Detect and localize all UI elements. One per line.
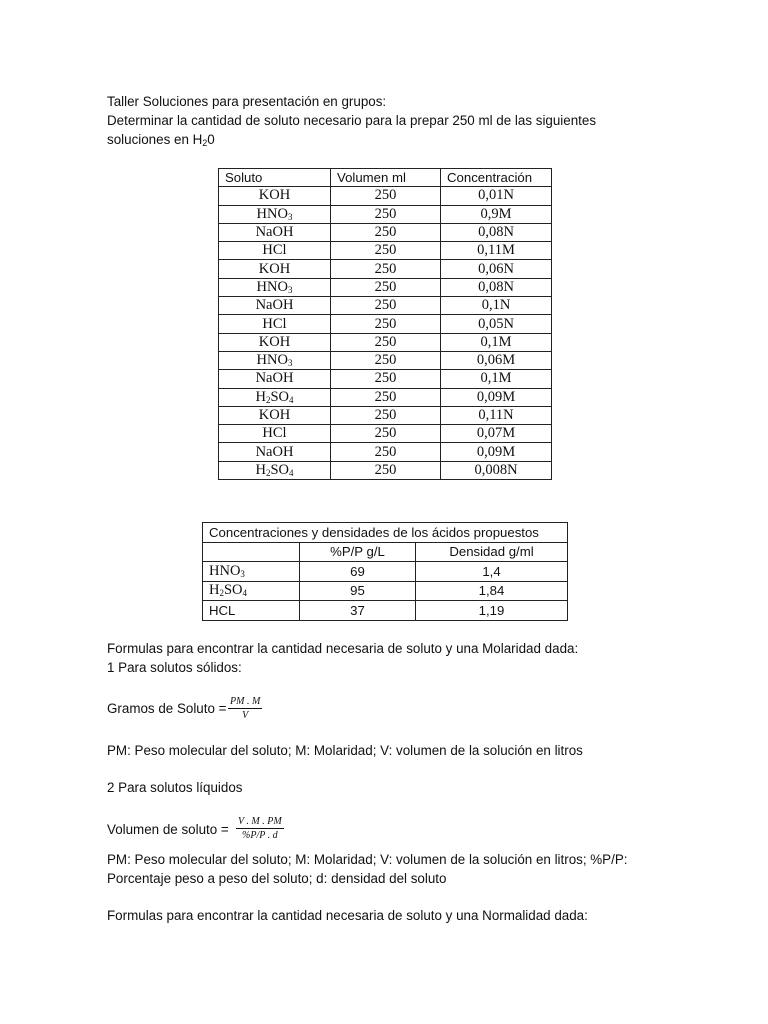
- soluto-subscript: 3: [287, 284, 293, 295]
- header-volumen: Volumen ml: [331, 169, 441, 187]
- soluto-formula: KOH: [258, 407, 291, 423]
- soluto-formula: H: [255, 461, 266, 478]
- acids-header-empty: [203, 542, 300, 562]
- table-row: [219, 205, 552, 223]
- table-row: [219, 406, 552, 424]
- soluto-formula: KOH: [258, 260, 291, 277]
- intro-line-2: Determinar la cantidad de soluto necesario para la prepar 250 ml de las siguientes: [107, 113, 597, 128]
- concentracion-cell: 0,9M: [441, 205, 552, 223]
- concentracion-cell: 0,09M: [441, 388, 552, 406]
- concentracion-cell: 0,11M: [441, 242, 552, 260]
- intro-line-1: Taller Soluciones para presentación en grupos:: [107, 94, 387, 109]
- concentracion-cell: 0,09M: [441, 443, 552, 461]
- table-row: [203, 562, 568, 582]
- table-row: [203, 581, 568, 601]
- volumen-cell: 250: [331, 461, 441, 479]
- soluto-cell: [219, 187, 331, 205]
- soluto-subscript-2: 4: [289, 467, 294, 478]
- soluto-cell: [219, 370, 331, 388]
- soluto-formula: NaOH: [255, 443, 294, 460]
- soluto-formula-tail: SO: [270, 461, 290, 478]
- formula-volume-denominator: %P/P . d: [242, 830, 278, 841]
- formula-grams-label: Gramos de Soluto =: [107, 701, 227, 716]
- volumen-cell: 250: [331, 278, 441, 296]
- concentracion-cell: 0,1N: [441, 297, 552, 315]
- soluto-cell: [219, 223, 331, 241]
- soluto-formula: HNO: [256, 278, 288, 295]
- table-row: [219, 187, 552, 205]
- formula-volume-label: Volumen de soluto =: [107, 822, 229, 837]
- concentracion-cell: 0,008N: [441, 461, 552, 479]
- legend-solids: PM: Peso molecular del soluto; M: Molaridad; V: volumen de la solución en litros: [107, 743, 583, 758]
- acids-header-pp: %P/P g/L: [300, 542, 416, 562]
- soluto-formula: H: [255, 388, 266, 405]
- density-cell: 1,84: [416, 581, 568, 601]
- volumen-cell: 250: [331, 425, 441, 443]
- volumen-cell: 250: [331, 388, 441, 406]
- soluto-cell: [219, 443, 331, 461]
- liquid-solutes-item: 2 Para solutos líquidos: [107, 780, 243, 795]
- table-row: [219, 351, 552, 369]
- soluto-cell: [219, 406, 331, 424]
- concentracion-cell: 0,06M: [441, 351, 552, 369]
- soluto-formula: HCl: [262, 425, 287, 442]
- soluto-subscript-2: 4: [289, 394, 294, 405]
- table-row: [219, 370, 552, 388]
- soluto-subscript: 3: [287, 211, 293, 222]
- soluto-formula: NaOH: [255, 370, 294, 387]
- concentracion-cell: 0,1M: [441, 370, 552, 388]
- volumen-cell: 250: [331, 370, 441, 388]
- volumen-cell: 250: [331, 205, 441, 223]
- table-row: [203, 601, 568, 621]
- soluto-cell: [219, 278, 331, 296]
- pp-cell: 95: [300, 581, 416, 601]
- concentracion-cell: 0,11N: [441, 406, 552, 424]
- pp-cell: 69: [300, 562, 416, 582]
- soluto-cell: [219, 333, 331, 351]
- table-row: [219, 297, 552, 315]
- formula-grams-fraction: [228, 696, 262, 722]
- acid-cell: [203, 601, 300, 621]
- table-row: [219, 461, 552, 479]
- acids-header-density: Densidad g/ml: [416, 542, 568, 562]
- concentracion-cell: 0,08N: [441, 223, 552, 241]
- table-row: [219, 260, 552, 278]
- soluto-formula: KOH: [258, 333, 291, 350]
- formula-grams-denominator: V: [242, 710, 249, 721]
- density-cell: 1,19: [416, 601, 568, 621]
- soluto-cell: [219, 315, 331, 333]
- concentracion-cell: 0,05N: [441, 315, 552, 333]
- solutions-table: [218, 168, 552, 480]
- formula-volume-numerator: V . M . PM: [238, 816, 282, 827]
- soluto-formula: HCl: [262, 315, 287, 332]
- table-row: [219, 443, 552, 461]
- acids-table-title-row: [203, 523, 568, 543]
- header-concentracion: Concentración: [441, 169, 552, 187]
- acids-table: [202, 522, 568, 621]
- density-cell: 1,4: [416, 562, 568, 582]
- acid-formula: HNO: [209, 562, 241, 579]
- soluto-formula: HNO: [256, 352, 288, 369]
- volumen-cell: 250: [331, 333, 441, 351]
- soluto-cell: [219, 297, 331, 315]
- intro-line-3-prefix: soluciones en H: [107, 132, 203, 147]
- volumen-cell: 250: [331, 187, 441, 205]
- volumen-cell: 250: [331, 443, 441, 461]
- formula-volume-fraction: [236, 816, 284, 842]
- table-row: [219, 223, 552, 241]
- volumen-cell: 250: [331, 223, 441, 241]
- table-row: [219, 388, 552, 406]
- soluto-formula: KOH: [258, 187, 291, 204]
- acids-table-header: [203, 542, 568, 562]
- volumen-cell: 250: [331, 406, 441, 424]
- normality-heading: Formulas para encontrar la cantidad necesaria de soluto y una Normalidad dada:: [107, 908, 588, 923]
- table-row: [219, 333, 552, 351]
- volumen-cell: 250: [331, 297, 441, 315]
- molarity-heading: Formulas para encontrar la cantidad necesaria de soluto y una Molaridad dada:: [107, 641, 579, 656]
- table-row: [219, 278, 552, 296]
- soluto-subscript: 3: [287, 358, 293, 369]
- pp-cell: 37: [300, 601, 416, 621]
- header-soluto: Soluto: [219, 169, 331, 187]
- soluto-formula: NaOH: [255, 297, 294, 314]
- acids-table-title: Concentraciones y densidades de los ácidos propuestos: [203, 523, 568, 543]
- acid-formula: H: [209, 582, 220, 599]
- acid-subscript-2: 4: [242, 588, 248, 599]
- table-row: [219, 315, 552, 333]
- soluto-cell: [219, 260, 331, 278]
- concentracion-cell: 0,08N: [441, 278, 552, 296]
- acid-formula-tail: SO: [223, 582, 243, 599]
- concentracion-cell: 0,07M: [441, 425, 552, 443]
- soluto-formula: HNO: [256, 205, 288, 222]
- volumen-cell: 250: [331, 242, 441, 260]
- acid-cell: [203, 581, 300, 601]
- soluto-subscript: 2: [265, 467, 271, 478]
- solutions-table-header: [219, 169, 552, 187]
- volumen-cell: 250: [331, 351, 441, 369]
- soluto-cell: [219, 425, 331, 443]
- concentracion-cell: 0,1M: [441, 333, 552, 351]
- solid-solutes-item: 1 Para solutos sólidos:: [107, 660, 242, 675]
- intro-line-3-suffix: 0: [207, 132, 215, 147]
- soluto-cell: [219, 205, 331, 223]
- table-row: [219, 425, 552, 443]
- concentracion-cell: 0,06N: [441, 260, 552, 278]
- soluto-cell: [219, 351, 331, 369]
- soluto-cell: [219, 388, 331, 406]
- volumen-cell: 250: [331, 260, 441, 278]
- acid-subscript: 2: [219, 588, 224, 599]
- intro-line-3-sub: 2: [202, 138, 208, 148]
- formula-grams-numerator: PM . M: [230, 696, 261, 707]
- volumen-cell: 250: [331, 315, 441, 333]
- soluto-formula-tail: SO: [270, 388, 290, 405]
- table-row: [219, 242, 552, 260]
- soluto-formula: NaOH: [255, 224, 294, 241]
- acid-formula: HCL: [209, 602, 236, 618]
- soluto-cell: [219, 461, 331, 479]
- intro-line-3: [107, 130, 215, 153]
- acid-cell: [203, 562, 300, 582]
- legend-liquids-line-1: PM: Peso molecular del soluto; M: Molaridad; V: volumen de la solución en litros; %P/P:: [107, 852, 628, 867]
- legend-liquids-line-2: Porcentaje peso a peso del soluto; d: densidad del soluto: [107, 871, 447, 886]
- soluto-subscript: 2: [265, 394, 271, 405]
- soluto-cell: [219, 242, 331, 260]
- concentracion-cell: 0,01N: [441, 187, 552, 205]
- acid-subscript: 3: [240, 568, 245, 579]
- soluto-formula: HCl: [262, 242, 287, 259]
